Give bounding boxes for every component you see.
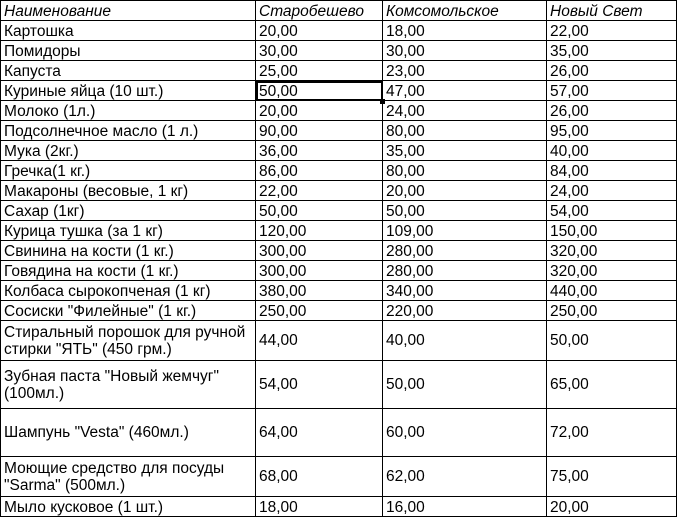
price-komsomolskoe-cell[interactable]: 16,00	[383, 497, 547, 517]
header-name[interactable]: Наименование	[1, 1, 256, 21]
item-name-cell[interactable]: Моющие средство для посуды "Sarma" (500мл.)	[1, 457, 256, 497]
price-novyi-svet-cell[interactable]: 54,00	[547, 201, 677, 221]
item-name-cell[interactable]: Шампунь "Vesta" (460мл.)	[1, 409, 256, 457]
table-row	[1, 101, 677, 121]
price-starobeshevo-cell[interactable]: 86,00	[256, 161, 383, 181]
item-name-cell[interactable]: Свинина на кости (1 кг.)	[1, 241, 256, 261]
item-name-cell[interactable]: Куриные яйца (10 шт.)	[1, 81, 256, 101]
item-name-cell[interactable]: Стиральный порошок для ручной стирки "ЯТЬ" (450 грм.)	[1, 321, 256, 361]
item-name-cell[interactable]: Говядина на кости (1 кг.)	[1, 261, 256, 281]
price-novyi-svet-cell[interactable]: 250,00	[547, 301, 677, 321]
item-name-cell[interactable]: Помидоры	[1, 41, 256, 61]
price-novyi-svet-cell[interactable]: 22,00	[547, 21, 677, 41]
item-name-cell[interactable]: Макароны (весовые, 1 кг)	[1, 181, 256, 201]
item-name-cell[interactable]: Сосиски "Филейные" (1 кг.)	[1, 301, 256, 321]
price-komsomolskoe-cell[interactable]: 109,00	[383, 221, 547, 241]
price-komsomolskoe-cell[interactable]: 35,00	[383, 141, 547, 161]
price-komsomolskoe-cell[interactable]: 80,00	[383, 121, 547, 141]
header-novyi-svet[interactable]: Новый Свет	[547, 1, 677, 21]
item-name-cell[interactable]: Молоко (1л.)	[1, 101, 256, 121]
table-row	[1, 201, 677, 221]
price-novyi-svet-cell[interactable]: 26,00	[547, 101, 677, 121]
table-row	[1, 41, 677, 61]
price-komsomolskoe-cell[interactable]: 23,00	[383, 61, 547, 81]
price-komsomolskoe-cell[interactable]: 280,00	[383, 261, 547, 281]
price-novyi-svet-cell[interactable]: 72,00	[547, 409, 677, 457]
header-starobeshevo[interactable]: Старобешево	[256, 1, 383, 21]
price-novyi-svet-cell[interactable]: 150,00	[547, 221, 677, 241]
price-starobeshevo-cell[interactable]: 22,00	[256, 181, 383, 201]
item-name-cell[interactable]: Капуста	[1, 61, 256, 81]
table-row	[1, 241, 677, 261]
price-komsomolskoe-cell[interactable]: 18,00	[383, 21, 547, 41]
price-komsomolskoe-cell[interactable]: 80,00	[383, 161, 547, 181]
price-komsomolskoe-cell[interactable]: 50,00	[383, 361, 547, 409]
table-row	[1, 221, 677, 241]
item-name-cell[interactable]: Мука (2кг.)	[1, 141, 256, 161]
item-name-cell[interactable]: Картошка	[1, 21, 256, 41]
table-row	[1, 261, 677, 281]
price-komsomolskoe-cell[interactable]: 62,00	[383, 457, 547, 497]
price-starobeshevo-cell[interactable]: 90,00	[256, 121, 383, 141]
header-komsomolskoe[interactable]: Комсомольское	[383, 1, 547, 21]
price-novyi-svet-cell[interactable]: 35,00	[547, 41, 677, 61]
price-novyi-svet-cell[interactable]: 440,00	[547, 281, 677, 301]
table-row	[1, 161, 677, 181]
item-name-cell[interactable]: Гречка(1 кг.)	[1, 161, 256, 181]
price-starobeshevo-cell[interactable]: 380,00	[256, 281, 383, 301]
price-novyi-svet-cell[interactable]: 40,00	[547, 141, 677, 161]
price-novyi-svet-cell[interactable]: 95,00	[547, 121, 677, 141]
item-name-cell[interactable]: Зубная паста "Новый жемчуг" (100мл.)	[1, 361, 256, 409]
price-starobeshevo-cell[interactable]: 20,00	[256, 101, 383, 121]
header-row	[1, 1, 677, 21]
table-row	[1, 61, 677, 81]
table-row	[1, 141, 677, 161]
price-starobeshevo-cell[interactable]: 120,00	[256, 221, 383, 241]
table-row	[1, 21, 677, 41]
price-starobeshevo-cell[interactable]: 54,00	[256, 361, 383, 409]
item-name-cell[interactable]: Мыло кусковое (1 шт.)	[1, 497, 256, 517]
price-novyi-svet-cell[interactable]: 57,00	[547, 81, 677, 101]
selected-cell[interactable]: 50,00	[256, 81, 383, 101]
table-row	[1, 301, 677, 321]
table-row	[1, 81, 677, 101]
item-name-cell[interactable]: Подсолнечное масло (1 л.)	[1, 121, 256, 141]
price-komsomolskoe-cell[interactable]: 30,00	[383, 41, 547, 61]
price-starobeshevo-cell[interactable]: 20,00	[256, 21, 383, 41]
price-komsomolskoe-cell[interactable]: 280,00	[383, 241, 547, 261]
price-komsomolskoe-cell[interactable]: 24,00	[383, 101, 547, 121]
table-row	[1, 321, 677, 361]
price-starobeshevo-cell[interactable]: 36,00	[256, 141, 383, 161]
price-novyi-svet-cell[interactable]: 20,00	[547, 497, 677, 517]
price-novyi-svet-cell[interactable]: 65,00	[547, 361, 677, 409]
item-name-cell[interactable]: Сахар (1кг)	[1, 201, 256, 221]
price-starobeshevo-cell[interactable]: 300,00	[256, 241, 383, 261]
price-starobeshevo-cell[interactable]: 250,00	[256, 301, 383, 321]
table-row	[1, 409, 677, 457]
price-novyi-svet-cell[interactable]: 320,00	[547, 241, 677, 261]
price-novyi-svet-cell[interactable]: 24,00	[547, 181, 677, 201]
price-starobeshevo-cell[interactable]: 50,00	[256, 201, 383, 221]
price-starobeshevo-cell[interactable]: 68,00	[256, 457, 383, 497]
price-starobeshevo-cell[interactable]: 44,00	[256, 321, 383, 361]
table-row	[1, 457, 677, 497]
price-komsomolskoe-cell[interactable]: 340,00	[383, 281, 547, 301]
price-novyi-svet-cell[interactable]: 84,00	[547, 161, 677, 181]
table-row	[1, 121, 677, 141]
price-starobeshevo-cell[interactable]: 30,00	[256, 41, 383, 61]
table-row	[1, 361, 677, 409]
price-novyi-svet-cell[interactable]: 26,00	[547, 61, 677, 81]
price-komsomolskoe-cell[interactable]: 40,00	[383, 321, 547, 361]
price-novyi-svet-cell[interactable]: 50,00	[547, 321, 677, 361]
price-komsomolskoe-cell[interactable]: 47,00	[383, 81, 547, 101]
item-name-cell[interactable]: Курица тушка (за 1 кг)	[1, 221, 256, 241]
table-row	[1, 497, 677, 517]
price-starobeshevo-cell[interactable]: 25,00	[256, 61, 383, 81]
price-starobeshevo-cell[interactable]: 300,00	[256, 261, 383, 281]
price-komsomolskoe-cell[interactable]: 60,00	[383, 409, 547, 457]
price-komsomolskoe-cell[interactable]: 220,00	[383, 301, 547, 321]
table-row	[1, 181, 677, 201]
price-novyi-svet-cell[interactable]: 320,00	[547, 261, 677, 281]
price-komsomolskoe-cell[interactable]: 20,00	[383, 181, 547, 201]
item-name-cell[interactable]: Колбаса сырокопченая (1 кг)	[1, 281, 256, 301]
price-starobeshevo-cell[interactable]: 18,00	[256, 497, 383, 517]
table-row	[1, 281, 677, 301]
fill-handle[interactable]	[380, 99, 385, 104]
price-komsomolskoe-cell[interactable]: 50,00	[383, 201, 547, 221]
price-novyi-svet-cell[interactable]: 75,00	[547, 457, 677, 497]
price-starobeshevo-cell[interactable]: 64,00	[256, 409, 383, 457]
